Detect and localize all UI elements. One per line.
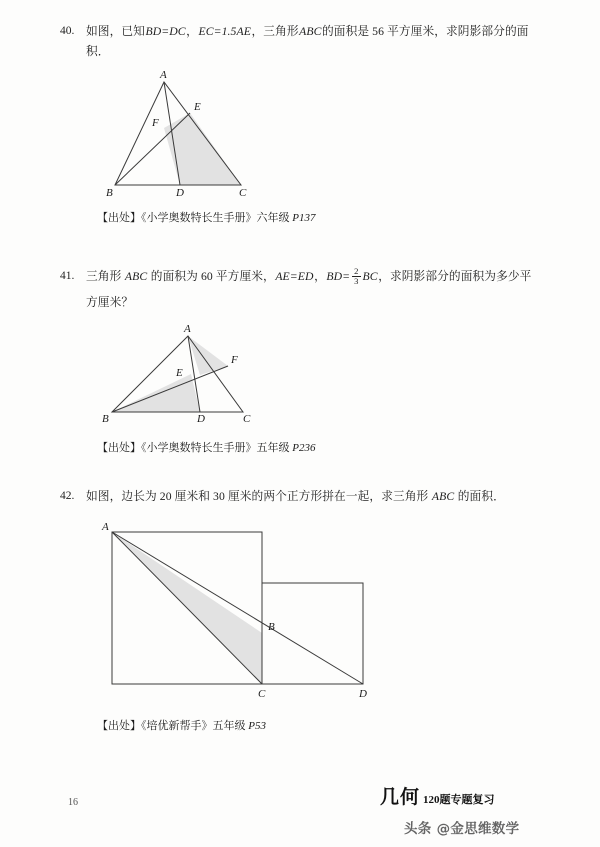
problem-40-text-part3: 积． [86,45,110,58]
problem-42 [60,487,552,507]
problem-40-sep1: ， [186,25,198,38]
problem-41-text-part1: 三角形 [86,270,125,283]
problem-40-text [86,22,552,62]
problem-41-text-part4: 方厘米？ [86,296,134,309]
problem-41-var-bd: BD= [326,270,351,283]
source-problem-41-text: 【出处】《小学奥数特长生手册》五年级 [97,442,293,454]
footer-title-sub: 120题专题复习 [423,794,495,806]
problem-41-text [86,267,552,313]
problem-42-text [86,487,552,507]
source-problem-42-page: P53 [248,720,266,732]
fraction-denominator: 3 [354,276,359,287]
source-problem-40-page: P137 [292,212,316,224]
page-number: 16 [68,797,78,808]
figure-problem-41 [100,318,270,423]
label-a: A [102,521,109,533]
label-b: B [106,187,113,199]
problem-41-var-bc: BC [362,270,378,283]
label-a: A [184,323,191,335]
problem-42-var-abc: ABC [431,490,455,503]
source-problem-42-text: 【出处】《培优新帮手》五年级 [97,720,249,732]
problem-42-text-part1: 如图，边长为 20 厘米和 30 厘米的两个正方形拼在一起，求三角形 [86,490,432,503]
label-d: D [197,413,205,425]
label-e: E [194,101,201,113]
problem-40-text-part1: 如图，已知 [86,25,145,38]
label-c: C [239,187,247,199]
source-problem-40-text: 【出处】《小学奥数特长生手册》六年级 [97,212,293,224]
label-c: C [243,413,251,425]
fraction-numerator: 2 [354,266,359,277]
label-d: D [359,688,367,700]
label-e: E [176,367,183,379]
segment-ad [112,532,363,684]
problem-41-text-part2: 的面积为 60 平方厘米， [147,270,275,283]
problem-40-var-abc: ABC [299,25,322,38]
problem-41-text-part3: ，求阴影部分的面积为多少平 [378,270,532,283]
label-b: B [268,621,275,633]
problem-40-var-ec-ae: EC=1.5AE [198,25,251,38]
problem-42-number: 42. [60,490,75,502]
figure-problem-40 [100,68,270,198]
square-small [262,583,363,684]
problem-41 [60,267,552,313]
shaded-region-aef [188,336,228,375]
label-d: D [176,187,184,199]
shaded-region-fecd [164,113,241,185]
label-a: A [160,69,167,81]
problem-41-number: 41. [60,270,75,282]
label-c: C [258,688,266,700]
source-problem-41-page: P236 [292,442,316,454]
problem-40-number: 40. [60,25,75,37]
problem-40 [60,22,552,62]
problem-41-row [60,267,552,313]
watermark: 头条 @金思维数学 [404,821,520,837]
footer-brand [380,782,550,809]
problem-41-sep1: ， [314,270,326,283]
problem-40-sep2: ，三角形 [251,25,299,38]
label-b: B [102,413,109,425]
source-problem-41 [97,440,315,456]
problem-42-row [60,487,552,507]
footer-title-main: 几何 [380,787,421,808]
label-f: F [231,354,238,366]
problem-42-text-part2: 的面积． [454,490,505,503]
figure-problem-42 [100,520,390,700]
problem-40-row [60,22,552,62]
problem-40-var-bd-dc: BD=DC [145,25,186,38]
problem-41-var-ae-ed: AE=ED [275,270,314,283]
segment-ac [112,532,262,684]
problem-41-var-abc: ABC [124,270,148,283]
source-problem-40 [97,210,315,226]
fraction-two-thirds [352,267,360,286]
label-f: F [152,117,159,129]
source-problem-42 [97,718,266,734]
problem-40-text-part2: 的面积是 56 平方厘米，求阴影部分的面 [322,25,529,38]
